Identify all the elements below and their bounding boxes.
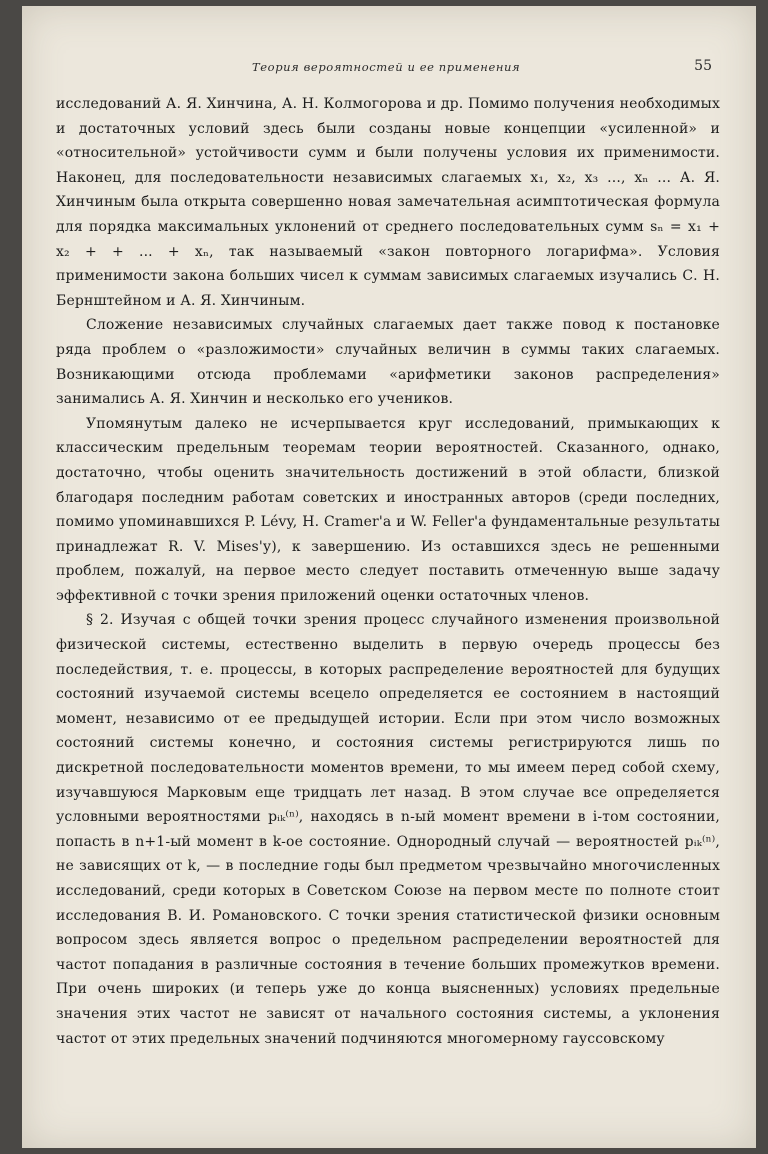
running-title: Теория вероятностей и ее применения [252,60,521,74]
body-text [56,92,720,1051]
paragraph: Сложение независимых случайных слагаемых дает также повод к постановке ряда проблем о «разложимости» случайных величин в суммы таких слагаемых. Возникающими отсюда проблемами «арифметики законов распределения» занимались А. Я. Хинчин и несколько его учеников. [56,317,720,408]
page-number: 55 [694,58,712,74]
book-page [22,6,756,1148]
paragraph: исследований А. Я. Хинчина, А. Н. Колмогорова и др. Помимо получения необходимых и достаточных условий здесь были созданы новые концепции «усиленной» и «относительной» устойчивости сумм и были получены условия их применимости. Наконец, для последовательности независимых слагаемых x₁, x₂, x₃ ..., xₙ ... А. Я. Хинчиным была открыта совершенно новая замечательная асимптотическая формула для порядка максимальных уклонений от среднего последовательных сумм sₙ = x₁ + x₂ + + ... + xₙ, так называемый «закон повторного логарифма». Условия применимости закона больших чисел к суммам зависимых слагаемых изучались С. Н. Бернштейном и А. Я. Хинчиным. [56,96,720,309]
running-header [62,58,716,80]
paragraph: § 2. Изучая с общей точки зрения процесс случайного изменения произвольной физической системы, естественно выделить в первую очередь процессы без последействия, т. е. процессы, в которых распределение вероятностей для будущих состояний изучаемой системы всецело определяется ее состоянием в настоящий момент, независимо от ее предыдущей истории. Если при этом число возможных состояний системы конечно, и состояния системы регистрируются лишь по дискретной последовательности моментов времени, то мы имеем перед собой схему, изучавшуюся Марковым еще тридцать лет назад. В этом случае все определяется условными вероятностями pᵢₖ⁽ⁿ⁾, находясь в n-ый момент времени в i-том состоянии, попасть в n+1-ый момент в k-ое состояние. Однородный случай — вероятностей pᵢₖ⁽ⁿ⁾, не зависящих от k, — в последние годы был предметом чрезвычайно многочисленных исследований, среди которых в Советском Союзе на первом месте по полноте стоит исследования В. И. Романовского. С точки зрения статистической физики основным вопросом здесь является вопрос о предельном распределении вероятностей для частот попадания в различные состояния в течение больших промежутков времени. При очень широких (и теперь уже до конца выясненных) условиях предельные значения этих частот не зависят от начального состояния системы, а уклонения частот от этих предельных значений подчиняются многомерному гауссовскому [56,612,720,1047]
paragraph: Упомянутым далеко не исчерпывается круг исследований, примыкающих к классическим предельным теоремам теории вероятностей. Сказанного, однако, достаточно, чтобы оценить значительность достижений в этой области, близкой благодаря последним работам советских и иностранных авторов (среди последних, помимо упоминавшихся P. Lévy, H. Cramer'а и W. Feller'а фундаментальные результаты принадлежат R. V. Mises'у), к завершению. Из оставшихся здесь не решенными проблем, пожалуй, на первое место следует поставить отмеченную выше задачу эффективной с точки зрения приложений оценки остаточных членов. [56,415,720,604]
